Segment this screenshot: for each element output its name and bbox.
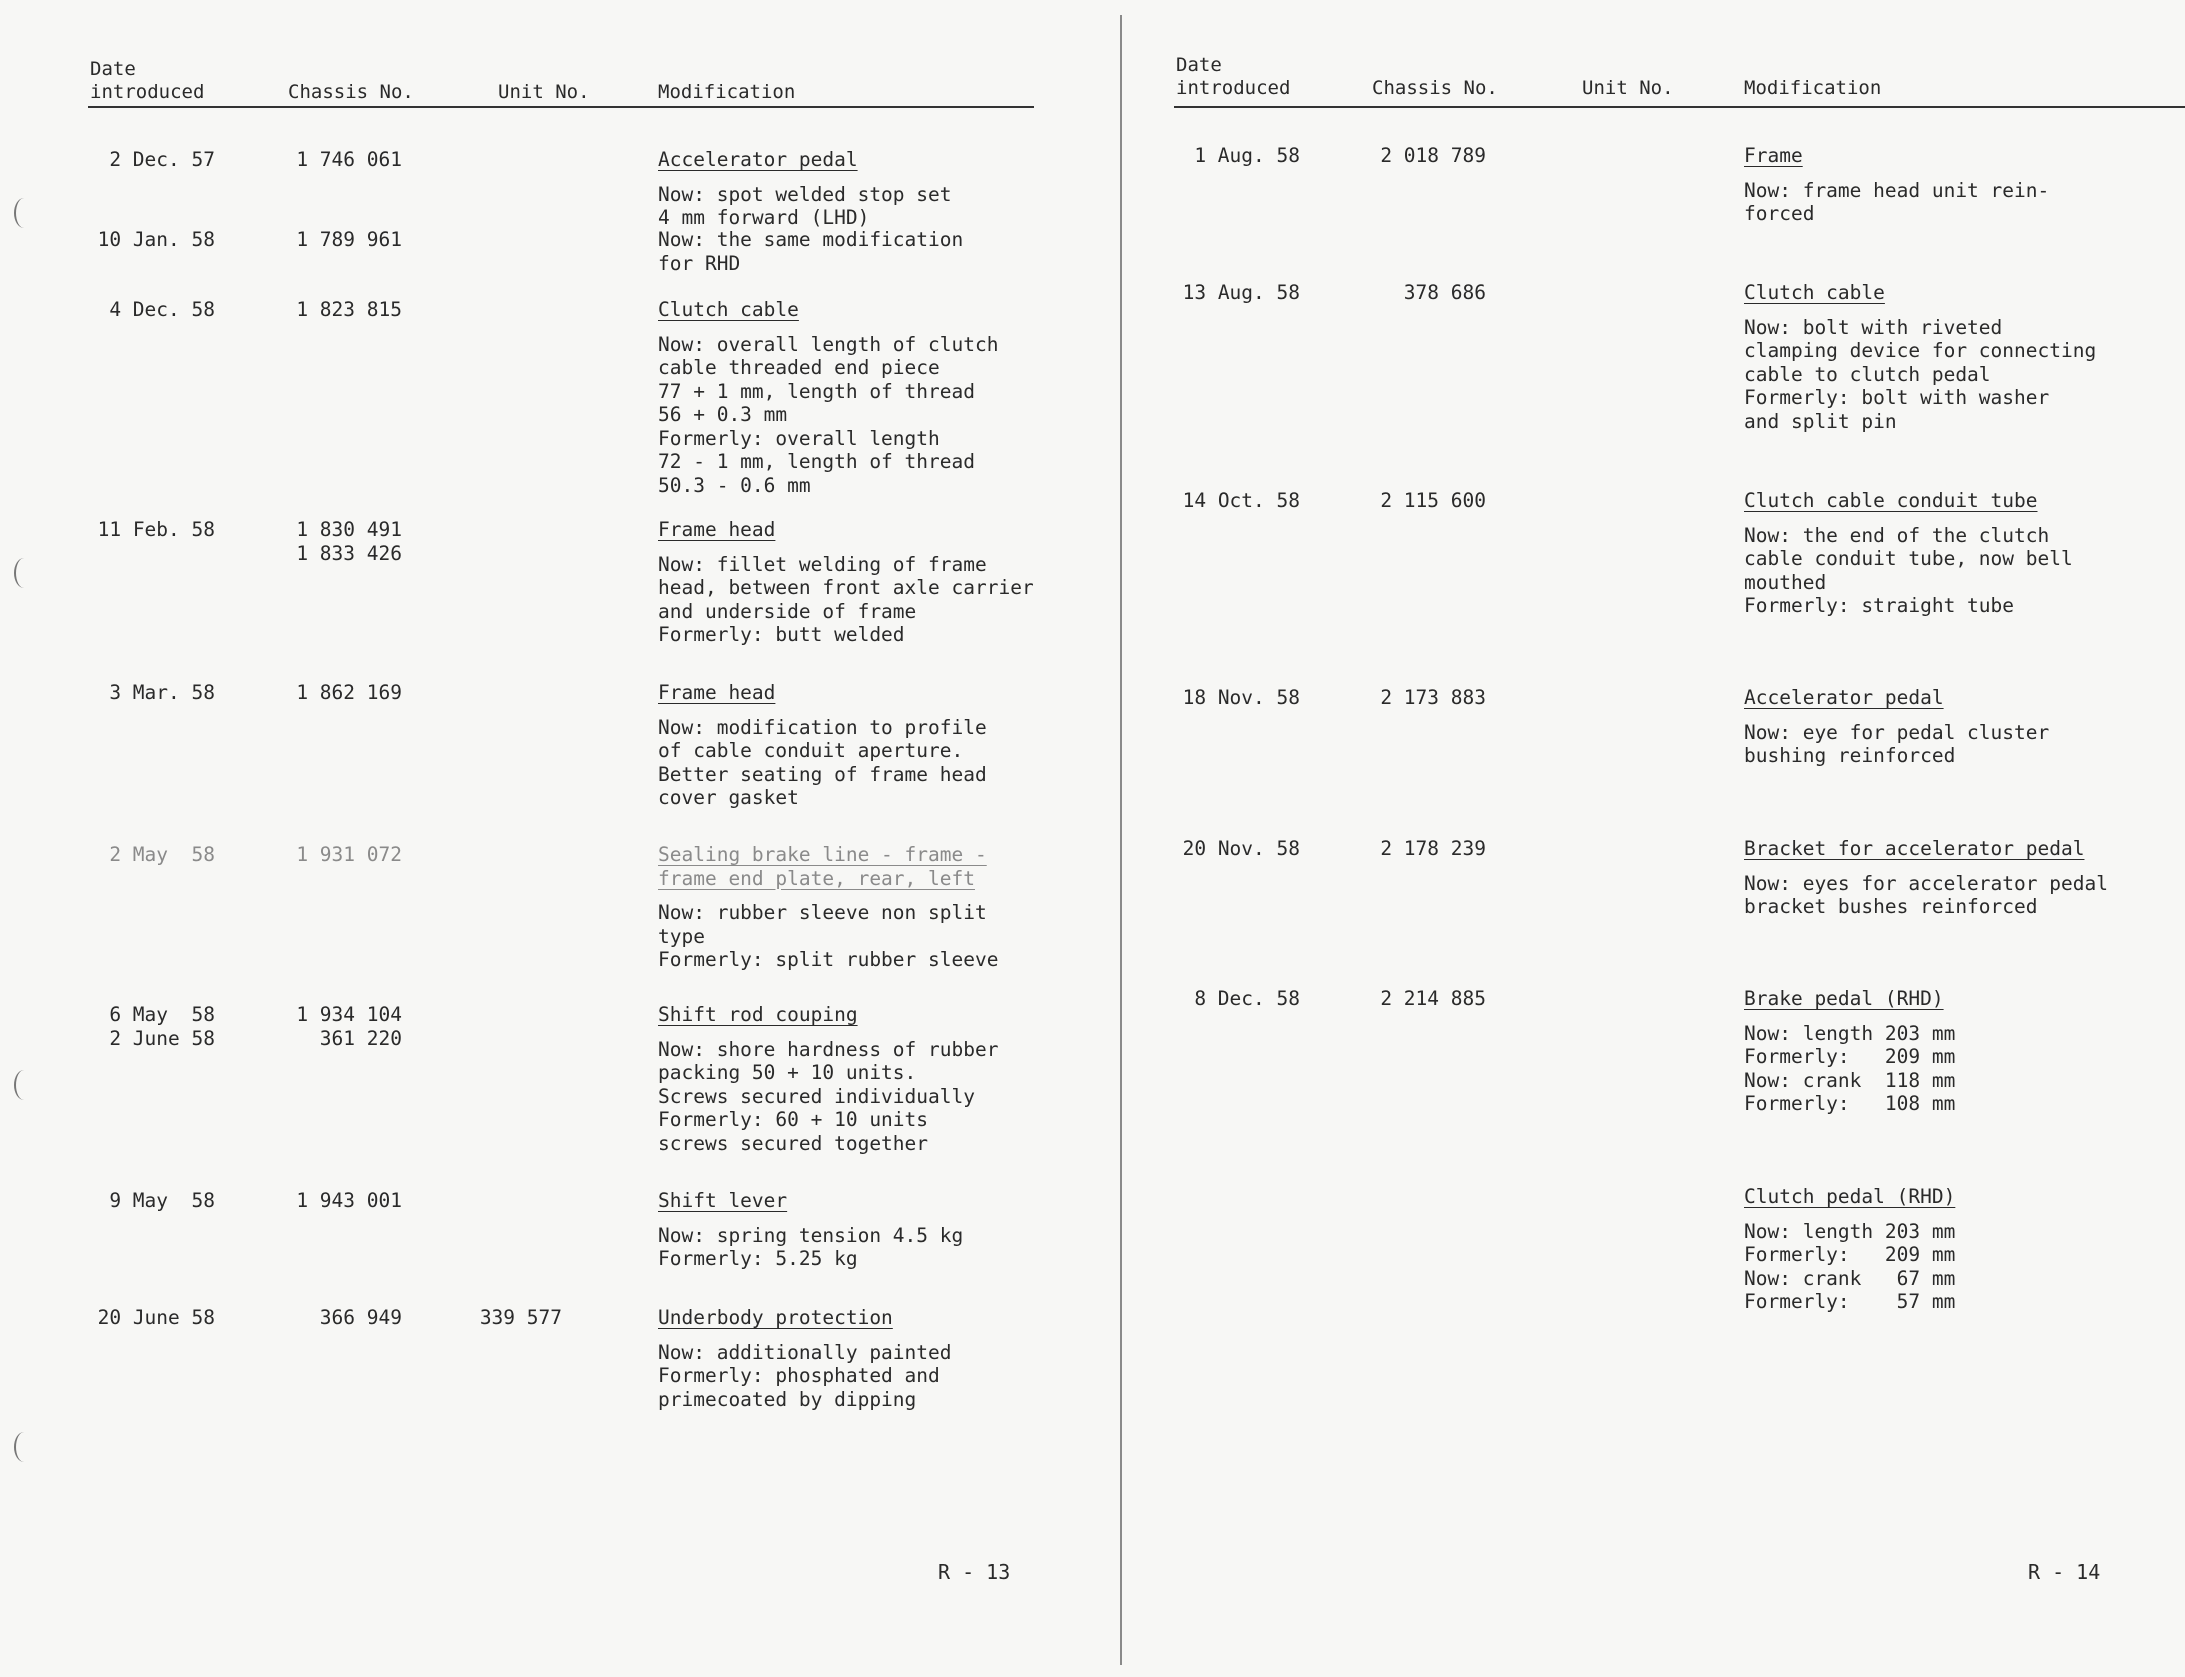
modification-cell	[658, 1306, 952, 1411]
modification-line: cable conduit tube, now bell	[1744, 547, 2073, 570]
header-chassis: Chassis No.	[1372, 77, 1498, 99]
modification-line: Now: length 203 mm	[1744, 1219, 1956, 1243]
chassis-line: 1 823 815	[296, 298, 402, 321]
modification-line: of cable conduit aperture.	[658, 739, 964, 762]
modification-title: Accelerator pedal	[1744, 686, 1944, 709]
modification-cell	[1744, 1185, 1955, 1314]
modification-cell	[1744, 281, 2096, 433]
modification-line: Formerly: 209 mm	[1744, 1243, 1956, 1266]
date-line: 20 June 58	[97, 1306, 215, 1329]
chassis-line: 2 173 883	[1380, 686, 1486, 709]
header-date-line: Date	[1176, 54, 1222, 76]
modification-line: Formerly: phosphated and	[658, 1364, 940, 1387]
modification-line: Now: length 203 mm	[1744, 1021, 1956, 1045]
modification-line: Now: spot welded stop set	[658, 182, 952, 206]
chassis-line: 2 018 789	[1380, 144, 1486, 167]
modification-title: Bracket for accelerator pedal	[1744, 837, 2085, 860]
header-date-line: Date	[90, 58, 136, 80]
modification-line: for RHD	[658, 251, 741, 275]
chassis-line: 1 830 491	[296, 518, 402, 541]
modification-line: bracket bushes reinforced	[1744, 895, 2038, 918]
modification-line: cover gasket	[658, 786, 799, 809]
modification-title: Clutch pedal (RHD)	[1744, 1185, 1956, 1208]
modification-line: Now: the same modification	[658, 228, 964, 251]
header-unit: Unit No.	[1582, 77, 1674, 99]
chassis-line: 2 214 885	[1380, 987, 1486, 1010]
date-line: 18 Nov. 58	[1182, 686, 1300, 709]
date-cell	[109, 843, 215, 867]
date-line: 10 Jan. 58	[97, 228, 215, 251]
modification-line: Now: overall length of clutch	[658, 332, 999, 356]
modification-line: screws secured together	[658, 1131, 929, 1155]
date-line: 4 Dec. 58	[109, 298, 215, 321]
header-rule	[88, 106, 1034, 108]
modification-line: bushing reinforced	[1744, 744, 1956, 767]
modification-title: Frame	[1744, 144, 1803, 167]
modification-cell	[658, 148, 952, 230]
date-cell	[1194, 144, 1300, 168]
modification-line: Now: frame head unit rein-	[1744, 178, 2050, 202]
date-cell	[109, 1189, 215, 1213]
modification-title: Accelerator pedal	[658, 148, 858, 171]
modification-line: 50.3 - 0.6 mm	[658, 473, 811, 497]
chassis-line: 1 789 961	[296, 228, 402, 251]
header-date	[90, 58, 204, 104]
binder-mark	[14, 198, 34, 228]
modification-title: Shift rod couping	[658, 1003, 858, 1026]
chassis-line: 1 746 061	[296, 148, 402, 171]
right-page	[1120, 0, 2185, 1677]
modification-line: Now: fillet welding of frame	[658, 552, 987, 576]
modification-cell	[1744, 837, 2108, 919]
date-line: 2 May 58	[109, 843, 215, 866]
modification-line: Formerly: 60 + 10 units	[658, 1108, 929, 1131]
header-unit: Unit No.	[498, 81, 590, 103]
modification-line: Formerly: butt welded	[658, 623, 905, 646]
date-cell	[1183, 489, 1300, 513]
modification-line: Now: rubber sleeve non split	[658, 901, 987, 924]
modification-title: Underbody protection	[658, 1306, 893, 1329]
modification-line: Now: crank 67 mm	[1744, 1266, 1956, 1290]
date-cell	[109, 148, 215, 172]
modification-cell	[658, 681, 987, 810]
modification-line: Now: eyes for accelerator pedal	[1744, 871, 2108, 895]
date-line: 20 Nov. 58	[1182, 837, 1300, 860]
chassis-cell	[1380, 144, 1486, 168]
modification-line: 4 mm forward (LHD)	[658, 206, 870, 229]
chassis-line: 361 220	[296, 1026, 402, 1050]
modification-line: Formerly: 209 mm	[1744, 1045, 1956, 1068]
date-line: 2 June 58	[109, 1026, 215, 1050]
modification-line: Now: eye for pedal cluster	[1744, 720, 2050, 744]
modification-line: Now: the end of the clutch	[1744, 523, 2050, 547]
modification-line: mouthed	[1744, 570, 1827, 594]
date-cell	[1183, 837, 1300, 861]
modification-title: Brake pedal (RHD)	[1744, 987, 1944, 1010]
modification-line: packing 50 + 10 units.	[658, 1061, 917, 1084]
modification-line: 77 + 1 mm, length of thread	[658, 379, 975, 403]
modification-line: forced	[1744, 202, 1815, 225]
chassis-cell	[296, 518, 402, 565]
modification-line: Screws secured individually	[658, 1084, 975, 1108]
chassis-cell	[296, 1003, 402, 1050]
chassis-line: 1 931 072	[296, 843, 402, 866]
modification-line: Formerly: 57 mm	[1744, 1290, 1956, 1313]
modification-line: Now: modification to profile	[658, 715, 987, 739]
chassis-cell	[1380, 281, 1486, 305]
binder-mark	[14, 1070, 34, 1100]
date-cell	[98, 518, 215, 542]
modification-title: Clutch cable	[658, 298, 799, 321]
date-cell	[109, 1003, 215, 1050]
modification-line: Formerly: split rubber sleeve	[658, 948, 999, 971]
date-cell	[1183, 686, 1300, 710]
date-line: 9 May 58	[109, 1189, 215, 1212]
modification-cell	[658, 298, 998, 497]
modification-title: Sealing brake line - frame - frame end plate, rear, left	[658, 843, 987, 890]
modification-line: Formerly: 108 mm	[1744, 1092, 1956, 1115]
modification-cell	[658, 1189, 963, 1271]
modification-line: head, between front axle carrier	[658, 576, 1034, 599]
date-cell	[1183, 281, 1300, 305]
chassis-cell	[296, 148, 402, 172]
page-number: R - 14	[2028, 1560, 2101, 1584]
chassis-cell	[296, 1189, 402, 1213]
header-date-line: introduced	[1176, 77, 1291, 99]
modification-title: Frame head	[658, 518, 776, 541]
date-cell	[109, 298, 215, 322]
modification-line: Now: spring tension 4.5 kg	[658, 1223, 964, 1247]
date-line: 13 Aug. 58	[1182, 281, 1300, 304]
modification-line: Formerly: bolt with washer	[1744, 386, 2050, 409]
date-cell	[98, 1306, 215, 1330]
modification-title: Clutch cable conduit tube	[1744, 489, 2038, 512]
date-cell	[109, 681, 215, 705]
chassis-cell	[296, 681, 402, 705]
modification-line: Formerly: overall length	[658, 426, 940, 450]
modification-cell	[1744, 686, 2049, 768]
chassis-line: 1 862 169	[296, 681, 402, 704]
modification-line: cable threaded end piece	[658, 356, 940, 379]
date-line: 14 Oct. 58	[1182, 489, 1300, 512]
date-line: 11 Feb. 58	[97, 518, 215, 541]
date-line: 8 Dec. 58	[1194, 987, 1300, 1010]
header-date	[1176, 54, 1290, 100]
modification-title: Frame head	[658, 681, 776, 704]
chassis-line: 366 949	[296, 1306, 402, 1329]
chassis-line: 2 115 600	[1380, 489, 1486, 512]
modification-line: primecoated by dipping	[658, 1387, 917, 1411]
modification-line: and underside of frame	[658, 599, 917, 623]
modification-cell	[1744, 144, 2049, 226]
modification-line: Now: crank 118 mm	[1744, 1068, 1956, 1092]
chassis-cell	[1380, 837, 1486, 861]
modification-line: and split pin	[1744, 409, 1897, 433]
header-rule	[1174, 106, 2185, 108]
binder-mark	[14, 1432, 34, 1462]
header-modification: Modification	[1744, 77, 1882, 99]
chassis-line: 378 686	[1380, 281, 1486, 304]
date-line: 3 Mar. 58	[109, 681, 215, 704]
chassis-cell	[296, 298, 402, 322]
modification-cell	[658, 1003, 998, 1155]
chassis-cell	[296, 1306, 402, 1330]
unit-cell: 339 577	[479, 1306, 562, 1329]
header-modification: Modification	[658, 81, 796, 103]
modification-cell	[658, 843, 998, 972]
modification-title: Shift lever	[658, 1189, 788, 1212]
chassis-line: 1 833 426	[296, 541, 402, 565]
modification-line: cable to clutch pedal	[1744, 362, 1991, 386]
chassis-cell	[1380, 686, 1486, 710]
header-date-line: introduced	[90, 81, 205, 103]
chassis-cell	[296, 228, 402, 252]
modification-line: 56 + 0.3 mm	[658, 403, 788, 426]
modification-cell	[1744, 489, 2073, 618]
date-cell	[1194, 987, 1300, 1011]
modification-line: Now: shore hardness of rubber	[658, 1037, 999, 1061]
modification-line: clamping device for connecting	[1744, 339, 2097, 362]
date-line: 2 Dec. 57	[109, 148, 215, 171]
modification-line: Better seating of frame head	[658, 762, 987, 786]
date-cell	[98, 228, 215, 252]
modification-line: type	[658, 924, 705, 948]
modification-line: Now: additionally painted	[658, 1340, 952, 1364]
chassis-line: 1 934 104	[296, 1003, 402, 1026]
modification-title: Clutch cable	[1744, 281, 1885, 304]
chassis-cell	[1380, 987, 1486, 1011]
chassis-cell	[1380, 489, 1486, 513]
header-chassis: Chassis No.	[288, 81, 414, 103]
modification-cell	[1744, 987, 1955, 1116]
date-line: 6 May 58	[109, 1003, 215, 1026]
modification-line: Formerly: 5.25 kg	[658, 1247, 858, 1270]
modification-cell	[658, 228, 963, 275]
chassis-line: 2 178 239	[1380, 837, 1486, 860]
modification-cell	[658, 518, 1034, 647]
chassis-cell	[296, 843, 402, 867]
modification-line: Formerly: straight tube	[1744, 594, 2015, 617]
page-number: R - 13	[938, 1560, 1011, 1584]
modification-line: 72 - 1 mm, length of thread	[658, 450, 975, 473]
binder-mark	[14, 558, 34, 588]
chassis-line: 1 943 001	[296, 1189, 402, 1212]
modification-line: Now: bolt with riveted	[1744, 315, 2003, 339]
date-line: 1 Aug. 58	[1194, 144, 1300, 167]
